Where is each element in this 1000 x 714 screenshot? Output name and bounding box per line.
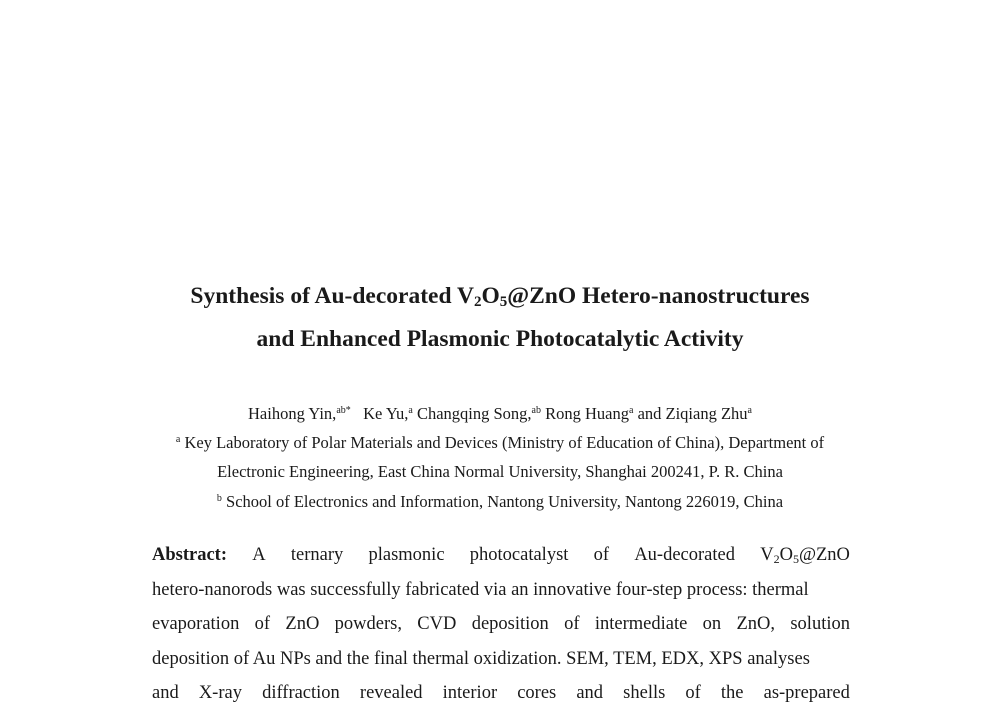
author-name: Ke Yu, bbox=[363, 404, 409, 423]
formula-part: @ZnO bbox=[798, 545, 850, 565]
abstract-word: Au-decorated bbox=[634, 545, 735, 565]
affiliation-text: Key Laboratory of Polar Materials and Devices (Ministry of Education of China), Department of bbox=[184, 433, 825, 452]
title-text-part: O bbox=[481, 283, 500, 309]
formula-part: O bbox=[779, 545, 793, 565]
abstract-word: A bbox=[252, 545, 266, 565]
affiliation-mark: b bbox=[216, 493, 222, 504]
abstract-word: deposition bbox=[471, 614, 549, 634]
abstract-word: of bbox=[593, 545, 610, 565]
abstract-label: Abstract: bbox=[152, 545, 228, 565]
abstract-word: solution bbox=[790, 614, 850, 634]
abstract-word: on bbox=[702, 614, 722, 634]
author-affil-mark: a bbox=[408, 405, 413, 416]
affiliation-a-line-2: Electronic Engineering, East China Normal University, Shanghai 200241, P. R. China bbox=[217, 462, 783, 481]
abstract-word: interior bbox=[442, 683, 498, 703]
abstract-word: evaporation bbox=[152, 614, 240, 634]
affiliation-a-line-1 bbox=[0, 433, 1000, 453]
abstract-line-3 bbox=[152, 613, 850, 635]
abstract-line-1 bbox=[152, 544, 850, 566]
abstract-word: of bbox=[564, 614, 580, 634]
abstract-formula bbox=[760, 544, 850, 566]
title-text-part: @ZnO Hetero-nanostructures bbox=[507, 283, 810, 309]
abstract-line-4: deposition of Au NPs and the final thermal oxidization. SEM, TEM, EDX, XPS analyses bbox=[152, 649, 810, 669]
abstract-word: cores bbox=[517, 683, 557, 703]
affiliation-mark: a bbox=[175, 434, 181, 445]
abstract-word: ternary bbox=[290, 545, 344, 565]
formula-part: V bbox=[760, 545, 774, 565]
abstract-word: and bbox=[152, 683, 179, 703]
abstract-word: intermediate bbox=[594, 614, 688, 634]
formula-subscript: 5 bbox=[792, 552, 799, 566]
abstract-line-5 bbox=[152, 682, 850, 704]
abstract-word: of bbox=[685, 683, 701, 703]
abstract-word: plasmonic bbox=[368, 545, 445, 565]
author-affil-mark: a bbox=[628, 405, 634, 416]
affiliation-b-line-1 bbox=[0, 492, 1000, 512]
author-list bbox=[0, 404, 1000, 424]
author-name: Haihong Yin, bbox=[248, 404, 337, 423]
abstract-line-2: hetero-nanorods was successfully fabricated via an innovative four-step process: thermal bbox=[152, 580, 809, 600]
abstract-word: ZnO, bbox=[736, 614, 776, 634]
abstract-word: of bbox=[254, 614, 271, 634]
author-affil-mark: a bbox=[747, 405, 752, 416]
title-subscript: 5 bbox=[499, 294, 508, 310]
abstract-word: CVD bbox=[417, 614, 457, 634]
abstract-word: X-ray bbox=[198, 683, 242, 703]
author-name: Rong Huang bbox=[545, 404, 629, 423]
author-affil-mark: ab* bbox=[336, 405, 351, 416]
author-name: Changqing Song, bbox=[416, 404, 532, 423]
abstract-word: as-prepared bbox=[763, 683, 850, 703]
paper-title-line-1 bbox=[0, 282, 1000, 310]
author-affil-mark: ab bbox=[531, 405, 541, 416]
author-name: and Ziqiang Zhu bbox=[637, 404, 748, 423]
abstract-word: diffraction bbox=[262, 683, 340, 703]
title-text-part: Synthesis of Au-decorated V bbox=[190, 283, 474, 309]
abstract-word: photocatalyst bbox=[469, 545, 569, 565]
abstract-word: powders, bbox=[334, 614, 402, 634]
abstract-word: ZnO bbox=[285, 614, 320, 634]
abstract-word: the bbox=[720, 683, 744, 703]
title-subscript: 2 bbox=[473, 294, 482, 310]
formula-subscript: 2 bbox=[773, 552, 780, 566]
abstract-word: shells bbox=[623, 683, 666, 703]
abstract-word: revealed bbox=[359, 683, 423, 703]
affiliation-text: School of Electronics and Information, Nantong University, Nantong 226019, China bbox=[226, 492, 784, 511]
paper-title-line-2: and Enhanced Plasmonic Photocatalytic Activity bbox=[256, 326, 744, 352]
abstract-word: and bbox=[576, 683, 604, 703]
